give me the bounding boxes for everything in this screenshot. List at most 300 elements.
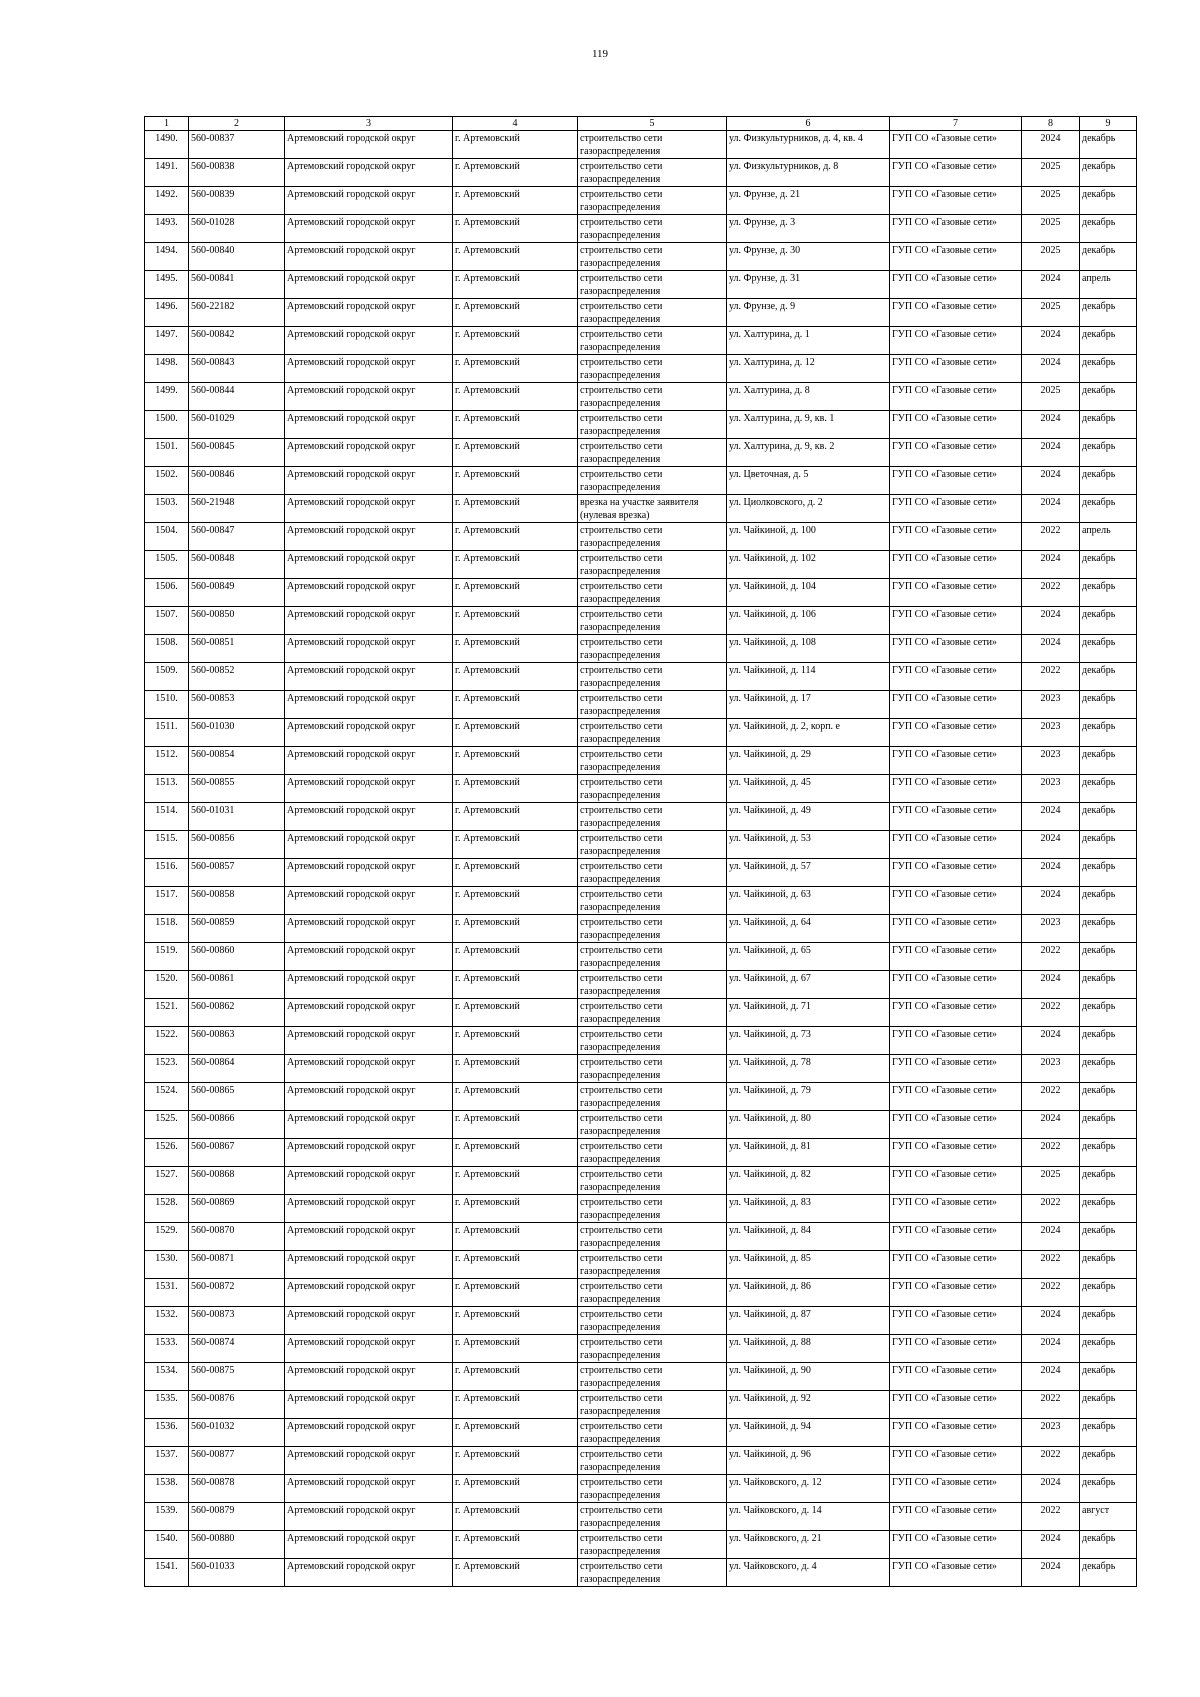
object-code-cell: 560-21948 (189, 495, 285, 523)
object-code-cell: 560-00851 (189, 635, 285, 663)
organization-cell: ГУП СО «Газовые сети» (890, 719, 1022, 747)
address-cell: ул. Физкультурников, д. 4, кв. 4 (727, 131, 890, 159)
municipality-cell: Артемовский городской округ (285, 691, 453, 719)
object-code-cell: 560-01033 (189, 1559, 285, 1587)
table-row (145, 1531, 1137, 1559)
year-cell: 2023 (1022, 775, 1080, 803)
municipality-cell: Артемовский городской округ (285, 1419, 453, 1447)
organization-cell: ГУП СО «Газовые сети» (890, 1055, 1022, 1083)
work-type-cell: строительство сети газораспределения (578, 999, 727, 1027)
work-type-cell: строительство сети газораспределения (578, 803, 727, 831)
settlement-cell: г. Артемовский (453, 775, 578, 803)
address-cell: ул. Халтурина, д. 8 (727, 383, 890, 411)
month-cell: декабрь (1080, 1559, 1137, 1587)
year-cell: 2022 (1022, 1083, 1080, 1111)
municipality-cell: Артемовский городской округ (285, 635, 453, 663)
organization-cell: ГУП СО «Газовые сети» (890, 859, 1022, 887)
settlement-cell: г. Артемовский (453, 327, 578, 355)
municipality-cell: Артемовский городской округ (285, 411, 453, 439)
table-row (145, 1419, 1137, 1447)
municipality-cell: Артемовский городской округ (285, 327, 453, 355)
table-row (145, 719, 1137, 747)
table-row (145, 887, 1137, 915)
address-cell: ул. Чайкиной, д. 53 (727, 831, 890, 859)
table-row (145, 271, 1137, 299)
address-cell: ул. Чайкиной, д. 45 (727, 775, 890, 803)
column-header: 9 (1080, 117, 1137, 131)
settlement-cell: г. Артемовский (453, 355, 578, 383)
year-cell: 2023 (1022, 1055, 1080, 1083)
settlement-cell: г. Артемовский (453, 579, 578, 607)
address-cell: ул. Чайкиной, д. 2, корп. е (727, 719, 890, 747)
work-type-cell: строительство сети газораспределения (578, 1027, 727, 1055)
object-code-cell: 560-00857 (189, 859, 285, 887)
year-cell: 2022 (1022, 1447, 1080, 1475)
row-number-cell: 1508. (145, 635, 189, 663)
object-code-cell: 560-00840 (189, 243, 285, 271)
month-cell: декабрь (1080, 803, 1137, 831)
settlement-cell: г. Артемовский (453, 1111, 578, 1139)
year-cell: 2024 (1022, 439, 1080, 467)
organization-cell: ГУП СО «Газовые сети» (890, 271, 1022, 299)
month-cell: декабрь (1080, 1419, 1137, 1447)
work-type-cell: строительство сети газораспределения (578, 691, 727, 719)
work-type-cell: строительство сети газораспределения (578, 607, 727, 635)
table-row (145, 775, 1137, 803)
column-header: 6 (727, 117, 890, 131)
row-number-cell: 1522. (145, 1027, 189, 1055)
settlement-cell: г. Артемовский (453, 663, 578, 691)
object-code-cell: 560-00837 (189, 131, 285, 159)
settlement-cell: г. Артемовский (453, 439, 578, 467)
organization-cell: ГУП СО «Газовые сети» (890, 495, 1022, 523)
address-cell: ул. Халтурина, д. 9, кв. 1 (727, 411, 890, 439)
address-cell: ул. Чайкиной, д. 29 (727, 747, 890, 775)
organization-cell: ГУП СО «Газовые сети» (890, 1419, 1022, 1447)
work-type-cell: строительство сети газораспределения (578, 775, 727, 803)
object-code-cell: 560-00873 (189, 1307, 285, 1335)
row-number-cell: 1520. (145, 971, 189, 999)
row-number-cell: 1502. (145, 467, 189, 495)
municipality-cell: Артемовский городской округ (285, 1027, 453, 1055)
year-cell: 2022 (1022, 523, 1080, 551)
work-type-cell: строительство сети газораспределения (578, 1139, 727, 1167)
address-cell: ул. Чайкиной, д. 106 (727, 607, 890, 635)
work-type-cell: строительство сети газораспределения (578, 271, 727, 299)
month-cell: декабрь (1080, 1195, 1137, 1223)
settlement-cell: г. Артемовский (453, 747, 578, 775)
row-number-cell: 1505. (145, 551, 189, 579)
address-cell: ул. Фрунзе, д. 21 (727, 187, 890, 215)
work-type-cell: строительство сети газораспределения (578, 1279, 727, 1307)
organization-cell: ГУП СО «Газовые сети» (890, 943, 1022, 971)
municipality-cell: Артемовский городской округ (285, 299, 453, 327)
object-code-cell: 560-00838 (189, 159, 285, 187)
municipality-cell: Артемовский городской округ (285, 775, 453, 803)
object-code-cell: 560-00872 (189, 1279, 285, 1307)
address-cell: ул. Чайкиной, д. 96 (727, 1447, 890, 1475)
work-type-cell: строительство сети газораспределения (578, 579, 727, 607)
work-type-cell: строительство сети газораспределения (578, 1559, 727, 1587)
work-type-cell: строительство сети газораспределения (578, 971, 727, 999)
municipality-cell: Артемовский городской округ (285, 187, 453, 215)
month-cell: декабрь (1080, 999, 1137, 1027)
settlement-cell: г. Артемовский (453, 607, 578, 635)
month-cell: декабрь (1080, 1475, 1137, 1503)
table-row (145, 1503, 1137, 1531)
month-cell: декабрь (1080, 1027, 1137, 1055)
column-header: 8 (1022, 117, 1080, 131)
municipality-cell: Артемовский городской округ (285, 1307, 453, 1335)
object-code-cell: 560-00854 (189, 747, 285, 775)
settlement-cell: г. Артемовский (453, 1531, 578, 1559)
object-code-cell: 560-00869 (189, 1195, 285, 1223)
year-cell: 2024 (1022, 1335, 1080, 1363)
settlement-cell: г. Артемовский (453, 719, 578, 747)
row-number-cell: 1495. (145, 271, 189, 299)
year-cell: 2024 (1022, 971, 1080, 999)
object-code-cell: 560-00862 (189, 999, 285, 1027)
address-cell: ул. Чайкиной, д. 94 (727, 1419, 890, 1447)
work-type-cell: строительство сети газораспределения (578, 831, 727, 859)
year-cell: 2025 (1022, 383, 1080, 411)
municipality-cell: Артемовский городской округ (285, 1391, 453, 1419)
address-cell: ул. Чайкиной, д. 88 (727, 1335, 890, 1363)
year-cell: 2024 (1022, 551, 1080, 579)
object-code-cell: 560-01032 (189, 1419, 285, 1447)
object-code-cell: 560-00876 (189, 1391, 285, 1419)
address-cell: ул. Чайкиной, д. 80 (727, 1111, 890, 1139)
settlement-cell: г. Артемовский (453, 1363, 578, 1391)
municipality-cell: Артемовский городской округ (285, 1503, 453, 1531)
organization-cell: ГУП СО «Газовые сети» (890, 411, 1022, 439)
work-type-cell: строительство сети газораспределения (578, 1447, 727, 1475)
municipality-cell: Артемовский городской округ (285, 439, 453, 467)
address-cell: ул. Чайкиной, д. 102 (727, 551, 890, 579)
month-cell: декабрь (1080, 1447, 1137, 1475)
address-cell: ул. Чайкиной, д. 81 (727, 1139, 890, 1167)
row-number-cell: 1537. (145, 1447, 189, 1475)
work-type-cell: строительство сети газораспределения (578, 915, 727, 943)
address-cell: ул. Чайковского, д. 4 (727, 1559, 890, 1587)
year-cell: 2022 (1022, 999, 1080, 1027)
organization-cell: ГУП СО «Газовые сети» (890, 1139, 1022, 1167)
organization-cell: ГУП СО «Газовые сети» (890, 1391, 1022, 1419)
row-number-cell: 1504. (145, 523, 189, 551)
row-number-cell: 1498. (145, 355, 189, 383)
settlement-cell: г. Артемовский (453, 1419, 578, 1447)
object-code-cell: 560-00865 (189, 1083, 285, 1111)
address-cell: ул. Цветочная, д. 5 (727, 467, 890, 495)
work-type-cell: строительство сети газораспределения (578, 859, 727, 887)
column-header: 5 (578, 117, 727, 131)
address-cell: ул. Чайкиной, д. 82 (727, 1167, 890, 1195)
month-cell: апрель (1080, 523, 1137, 551)
month-cell: декабрь (1080, 1139, 1137, 1167)
object-code-cell: 560-00841 (189, 271, 285, 299)
month-cell: декабрь (1080, 831, 1137, 859)
municipality-cell: Артемовский городской округ (285, 1251, 453, 1279)
organization-cell: ГУП СО «Газовые сети» (890, 1111, 1022, 1139)
row-number-cell: 1528. (145, 1195, 189, 1223)
settlement-cell: г. Артемовский (453, 1335, 578, 1363)
municipality-cell: Артемовский городской округ (285, 467, 453, 495)
row-number-cell: 1530. (145, 1251, 189, 1279)
month-cell: декабрь (1080, 1055, 1137, 1083)
organization-cell: ГУП СО «Газовые сети» (890, 747, 1022, 775)
object-code-cell: 560-00874 (189, 1335, 285, 1363)
object-code-cell: 560-00863 (189, 1027, 285, 1055)
month-cell: декабрь (1080, 1531, 1137, 1559)
row-number-cell: 1496. (145, 299, 189, 327)
object-code-cell: 560-00850 (189, 607, 285, 635)
address-cell: ул. Чайкиной, д. 49 (727, 803, 890, 831)
work-type-cell: строительство сети газораспределения (578, 1503, 727, 1531)
year-cell: 2022 (1022, 1503, 1080, 1531)
organization-cell: ГУП СО «Газовые сети» (890, 327, 1022, 355)
organization-cell: ГУП СО «Газовые сети» (890, 691, 1022, 719)
address-cell: ул. Чайкиной, д. 17 (727, 691, 890, 719)
table-row (145, 1559, 1137, 1587)
row-number-cell: 1500. (145, 411, 189, 439)
table-row (145, 831, 1137, 859)
settlement-cell: г. Артемовский (453, 943, 578, 971)
municipality-cell: Артемовский городской округ (285, 1055, 453, 1083)
row-number-cell: 1513. (145, 775, 189, 803)
table-row (145, 467, 1137, 495)
municipality-cell: Артемовский городской округ (285, 747, 453, 775)
settlement-cell: г. Артемовский (453, 1027, 578, 1055)
month-cell: декабрь (1080, 327, 1137, 355)
settlement-cell: г. Артемовский (453, 859, 578, 887)
table-row (145, 411, 1137, 439)
row-number-cell: 1541. (145, 1559, 189, 1587)
municipality-cell: Артемовский городской округ (285, 215, 453, 243)
address-cell: ул. Чайкиной, д. 71 (727, 999, 890, 1027)
month-cell: декабрь (1080, 663, 1137, 691)
year-cell: 2024 (1022, 1559, 1080, 1587)
month-cell: декабрь (1080, 635, 1137, 663)
object-code-cell: 560-01031 (189, 803, 285, 831)
settlement-cell: г. Артемовский (453, 159, 578, 187)
object-code-cell: 560-00849 (189, 579, 285, 607)
table-row (145, 327, 1137, 355)
table-row (145, 131, 1137, 159)
municipality-cell: Артемовский городской округ (285, 243, 453, 271)
municipality-cell: Артемовский городской округ (285, 1363, 453, 1391)
address-cell: ул. Халтурина, д. 12 (727, 355, 890, 383)
address-cell: ул. Фрунзе, д. 3 (727, 215, 890, 243)
settlement-cell: г. Артемовский (453, 411, 578, 439)
month-cell: декабрь (1080, 1167, 1137, 1195)
table-row (145, 439, 1137, 467)
municipality-cell: Артемовский городской округ (285, 887, 453, 915)
work-type-cell: строительство сети газораспределения (578, 551, 727, 579)
settlement-cell: г. Артемовский (453, 495, 578, 523)
month-cell: декабрь (1080, 467, 1137, 495)
address-cell: ул. Физкультурников, д. 8 (727, 159, 890, 187)
table-row (145, 495, 1137, 523)
month-cell: декабрь (1080, 495, 1137, 523)
address-cell: ул. Чайкиной, д. 90 (727, 1363, 890, 1391)
row-number-cell: 1493. (145, 215, 189, 243)
month-cell: декабрь (1080, 243, 1137, 271)
gas-network-table (144, 116, 1137, 1587)
row-number-cell: 1494. (145, 243, 189, 271)
municipality-cell: Артемовский городской округ (285, 1111, 453, 1139)
table-row (145, 355, 1137, 383)
table-row (145, 383, 1137, 411)
month-cell: декабрь (1080, 747, 1137, 775)
month-cell: декабрь (1080, 1363, 1137, 1391)
settlement-cell: г. Артемовский (453, 1307, 578, 1335)
row-number-cell: 1540. (145, 1531, 189, 1559)
row-number-cell: 1526. (145, 1139, 189, 1167)
settlement-cell: г. Артемовский (453, 271, 578, 299)
table-row (145, 1195, 1137, 1223)
settlement-cell: г. Артемовский (453, 1223, 578, 1251)
column-header: 1 (145, 117, 189, 131)
object-code-cell: 560-00879 (189, 1503, 285, 1531)
month-cell: декабрь (1080, 187, 1137, 215)
organization-cell: ГУП СО «Газовые сети» (890, 1167, 1022, 1195)
address-cell: ул. Халтурина, д. 1 (727, 327, 890, 355)
table-row (145, 691, 1137, 719)
year-cell: 2025 (1022, 243, 1080, 271)
work-type-cell: строительство сети газораспределения (578, 411, 727, 439)
table-row (145, 1055, 1137, 1083)
month-cell: август (1080, 1503, 1137, 1531)
work-type-cell: строительство сети газораспределения (578, 131, 727, 159)
object-code-cell: 560-01028 (189, 215, 285, 243)
work-type-cell: строительство сети газораспределения (578, 1307, 727, 1335)
object-code-cell: 560-00846 (189, 467, 285, 495)
year-cell: 2024 (1022, 1363, 1080, 1391)
object-code-cell: 560-01030 (189, 719, 285, 747)
row-number-cell: 1492. (145, 187, 189, 215)
work-type-cell: строительство сети газораспределения (578, 1111, 727, 1139)
municipality-cell: Артемовский городской округ (285, 355, 453, 383)
settlement-cell: г. Артемовский (453, 887, 578, 915)
organization-cell: ГУП СО «Газовые сети» (890, 635, 1022, 663)
object-code-cell: 560-00867 (189, 1139, 285, 1167)
year-cell: 2022 (1022, 943, 1080, 971)
settlement-cell: г. Артемовский (453, 383, 578, 411)
settlement-cell: г. Артемовский (453, 1167, 578, 1195)
settlement-cell: г. Артемовский (453, 215, 578, 243)
settlement-cell: г. Артемовский (453, 831, 578, 859)
year-cell: 2024 (1022, 1307, 1080, 1335)
organization-cell: ГУП СО «Газовые сети» (890, 971, 1022, 999)
organization-cell: ГУП СО «Газовые сети» (890, 299, 1022, 327)
address-cell: ул. Фрунзе, д. 9 (727, 299, 890, 327)
settlement-cell: г. Артемовский (453, 467, 578, 495)
municipality-cell: Артемовский городской округ (285, 579, 453, 607)
municipality-cell: Артемовский городской округ (285, 943, 453, 971)
month-cell: декабрь (1080, 383, 1137, 411)
municipality-cell: Артемовский городской округ (285, 1559, 453, 1587)
organization-cell: ГУП СО «Газовые сети» (890, 663, 1022, 691)
year-cell: 2024 (1022, 1027, 1080, 1055)
table-row (145, 1447, 1137, 1475)
settlement-cell: г. Артемовский (453, 299, 578, 327)
month-cell: декабрь (1080, 355, 1137, 383)
organization-cell: ГУП СО «Газовые сети» (890, 215, 1022, 243)
object-code-cell: 560-00880 (189, 1531, 285, 1559)
year-cell: 2024 (1022, 355, 1080, 383)
municipality-cell: Артемовский городской округ (285, 551, 453, 579)
work-type-cell: строительство сети газораспределения (578, 943, 727, 971)
settlement-cell: г. Артемовский (453, 1475, 578, 1503)
row-number-cell: 1524. (145, 1083, 189, 1111)
organization-cell: ГУП СО «Газовые сети» (890, 1531, 1022, 1559)
address-cell: ул. Чайковского, д. 14 (727, 1503, 890, 1531)
month-cell: апрель (1080, 271, 1137, 299)
organization-cell: ГУП СО «Газовые сети» (890, 1363, 1022, 1391)
municipality-cell: Артемовский городской округ (285, 159, 453, 187)
work-type-cell: строительство сети газораспределения (578, 1531, 727, 1559)
table-row (145, 747, 1137, 775)
page-number: 119 (591, 48, 609, 60)
address-cell: ул. Чайкиной, д. 100 (727, 523, 890, 551)
table-row (145, 1307, 1137, 1335)
address-cell: ул. Халтурина, д. 9, кв. 2 (727, 439, 890, 467)
organization-cell: ГУП СО «Газовые сети» (890, 1307, 1022, 1335)
row-number-cell: 1499. (145, 383, 189, 411)
settlement-cell: г. Артемовский (453, 635, 578, 663)
organization-cell: ГУП СО «Газовые сети» (890, 1223, 1022, 1251)
row-number-cell: 1527. (145, 1167, 189, 1195)
work-type-cell: строительство сети газораспределения (578, 1167, 727, 1195)
organization-cell: ГУП СО «Газовые сети» (890, 775, 1022, 803)
table-row (145, 915, 1137, 943)
table-row (145, 859, 1137, 887)
row-number-cell: 1523. (145, 1055, 189, 1083)
organization-cell: ГУП СО «Газовые сети» (890, 355, 1022, 383)
address-cell: ул. Чайкиной, д. 78 (727, 1055, 890, 1083)
row-number-cell: 1536. (145, 1419, 189, 1447)
table-row (145, 1391, 1137, 1419)
work-type-cell: строительство сети газораспределения (578, 355, 727, 383)
table-row (145, 243, 1137, 271)
object-code-cell: 560-00852 (189, 663, 285, 691)
municipality-cell: Артемовский городской округ (285, 523, 453, 551)
object-code-cell: 560-00856 (189, 831, 285, 859)
settlement-cell: г. Артемовский (453, 691, 578, 719)
row-number-cell: 1497. (145, 327, 189, 355)
table-row (145, 635, 1137, 663)
year-cell: 2024 (1022, 803, 1080, 831)
row-number-cell: 1534. (145, 1363, 189, 1391)
year-cell: 2025 (1022, 187, 1080, 215)
settlement-cell: г. Артемовский (453, 1391, 578, 1419)
work-type-cell: строительство сети газораспределения (578, 467, 727, 495)
month-cell: декабрь (1080, 1391, 1137, 1419)
year-cell: 2024 (1022, 1223, 1080, 1251)
municipality-cell: Артемовский городской округ (285, 495, 453, 523)
object-code-cell: 560-00866 (189, 1111, 285, 1139)
address-cell: ул. Чайкиной, д. 73 (727, 1027, 890, 1055)
address-cell: ул. Чайкиной, д. 86 (727, 1279, 890, 1307)
month-cell: декабрь (1080, 887, 1137, 915)
table-body (145, 131, 1137, 1587)
year-cell: 2022 (1022, 1279, 1080, 1307)
municipality-cell: Артемовский городской округ (285, 1447, 453, 1475)
object-code-cell: 560-22182 (189, 299, 285, 327)
organization-cell: ГУП СО «Газовые сети» (890, 383, 1022, 411)
address-cell: ул. Циолковского, д. 2 (727, 495, 890, 523)
month-cell: декабрь (1080, 215, 1137, 243)
